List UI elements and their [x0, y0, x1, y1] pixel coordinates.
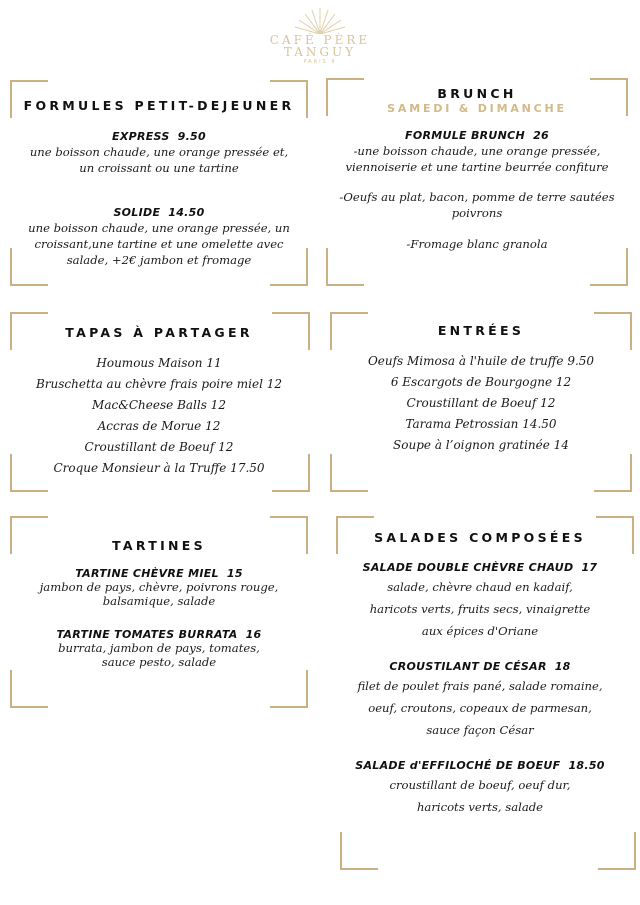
menu-item: Accras de Morue 12	[97, 419, 221, 433]
menu-item: Croustillant de Boeuf 12	[406, 396, 556, 410]
menu-item-title: FORMULE BRUNCH 26	[405, 129, 549, 142]
menu-item-title: SALADE DOUBLE CHÈVRE CHAUD 17	[362, 561, 598, 574]
frame-corner	[598, 832, 636, 870]
menu-item-description: salade, chèvre chaud en kadaif, haricots verts, fruits secs, vinaigrette aux épices d'Oriane	[369, 580, 591, 638]
menu-item: Soupe à l’oignon gratinée 14	[393, 438, 569, 452]
tartines-section	[10, 538, 308, 669]
menu-item-title: CROUSTILANT DE CÉSAR 18	[389, 660, 571, 673]
entrees-section	[330, 323, 632, 456]
menu-item-title: SALADE d'EFFILOCHÉ DE BOEUF 18.50	[355, 759, 605, 772]
menu-item-description: -Oeufs au plat, bacon, pomme de terre sautées poivrons	[339, 190, 615, 220]
menu-item: Houmous Maison 11	[96, 356, 222, 370]
menu-item: Oeufs Mimosa à l'huile de truffe 9.50	[367, 354, 595, 368]
section-heading: FORMULES PETIT-DEJEUNER	[23, 98, 295, 113]
logo-name-line2: TANGUY	[283, 45, 357, 59]
menu-item-description: burrata, jambon de pays, tomates, sauce pesto, salade	[58, 641, 260, 669]
logo-name-line1: CAFÉ PÈRE	[269, 33, 371, 47]
menu-item-description: une boisson chaude, une orange pressée, un croissant,une tartine et une omelette avec salade, +2€ jambon et fromage	[28, 221, 290, 267]
tapas-section	[10, 325, 308, 479]
frame-corner	[326, 248, 364, 286]
menu-item-description: -Fromage blanc granola	[406, 237, 548, 251]
frame-corner	[594, 454, 632, 492]
salades-section	[330, 530, 630, 818]
frame-corner	[330, 454, 368, 492]
menu-item: Croustillant de Boeuf 12	[84, 440, 234, 454]
section-heading: SALADES COMPOSÉES	[374, 530, 586, 545]
menu-item: Croque Monsieur à la Truffe 17.50	[53, 461, 265, 475]
menu-item-title: TARTINE TOMATES BURRATA 16	[56, 628, 262, 641]
menu-item: Bruschetta au chèvre frais poire miel 12	[35, 377, 283, 391]
menu-item-description: une boisson chaude, une orange pressée et, un croissant ou une tartine	[29, 145, 289, 175]
menu-item-description: filet de poulet frais pané, salade romaine, oeuf, croutons, copeaux de parmesan, sauce façon César	[357, 679, 603, 737]
formules-section	[10, 98, 308, 268]
section-heading: TAPAS À PARTAGER	[65, 325, 253, 340]
frame-corner	[270, 670, 308, 708]
menu-item: Mac&Cheese Balls 12	[92, 398, 226, 412]
menu-item: Tarama Petrossian 14.50	[405, 417, 557, 431]
menu-item-description: croustillant de boeuf, oeuf dur, haricots verts, salade	[389, 778, 571, 814]
brunch-section	[326, 86, 628, 252]
section-heading: ENTRÉES	[437, 323, 525, 338]
sunburst-icon	[290, 6, 350, 34]
frame-corner	[10, 670, 48, 708]
logo-city: PARIS 9	[303, 59, 337, 65]
menu-item: 6 Escargots de Bourgogne 12	[390, 375, 572, 389]
section-heading: BRUNCH	[437, 86, 517, 101]
menu-item-description: -une boisson chaude, une orange pressée, viennoiserie et une tartine beurrée confiture	[345, 144, 609, 174]
menu-item-title: TARTINE CHÈVRE MIEL 15	[75, 567, 243, 580]
menu-item-title: EXPRESS 9.50	[112, 130, 206, 143]
section-heading: TARTINES	[112, 538, 206, 553]
cafe-logo	[0, 6, 640, 65]
menu-item-title: SOLIDE 14.50	[113, 206, 205, 219]
section-subheading: SAMEDI & DIMANCHE	[387, 102, 567, 115]
menu-item-description: jambon de pays, chèvre, poivrons rouge, balsamique, salade	[39, 580, 279, 608]
frame-corner	[590, 248, 628, 286]
frame-corner	[340, 832, 378, 870]
